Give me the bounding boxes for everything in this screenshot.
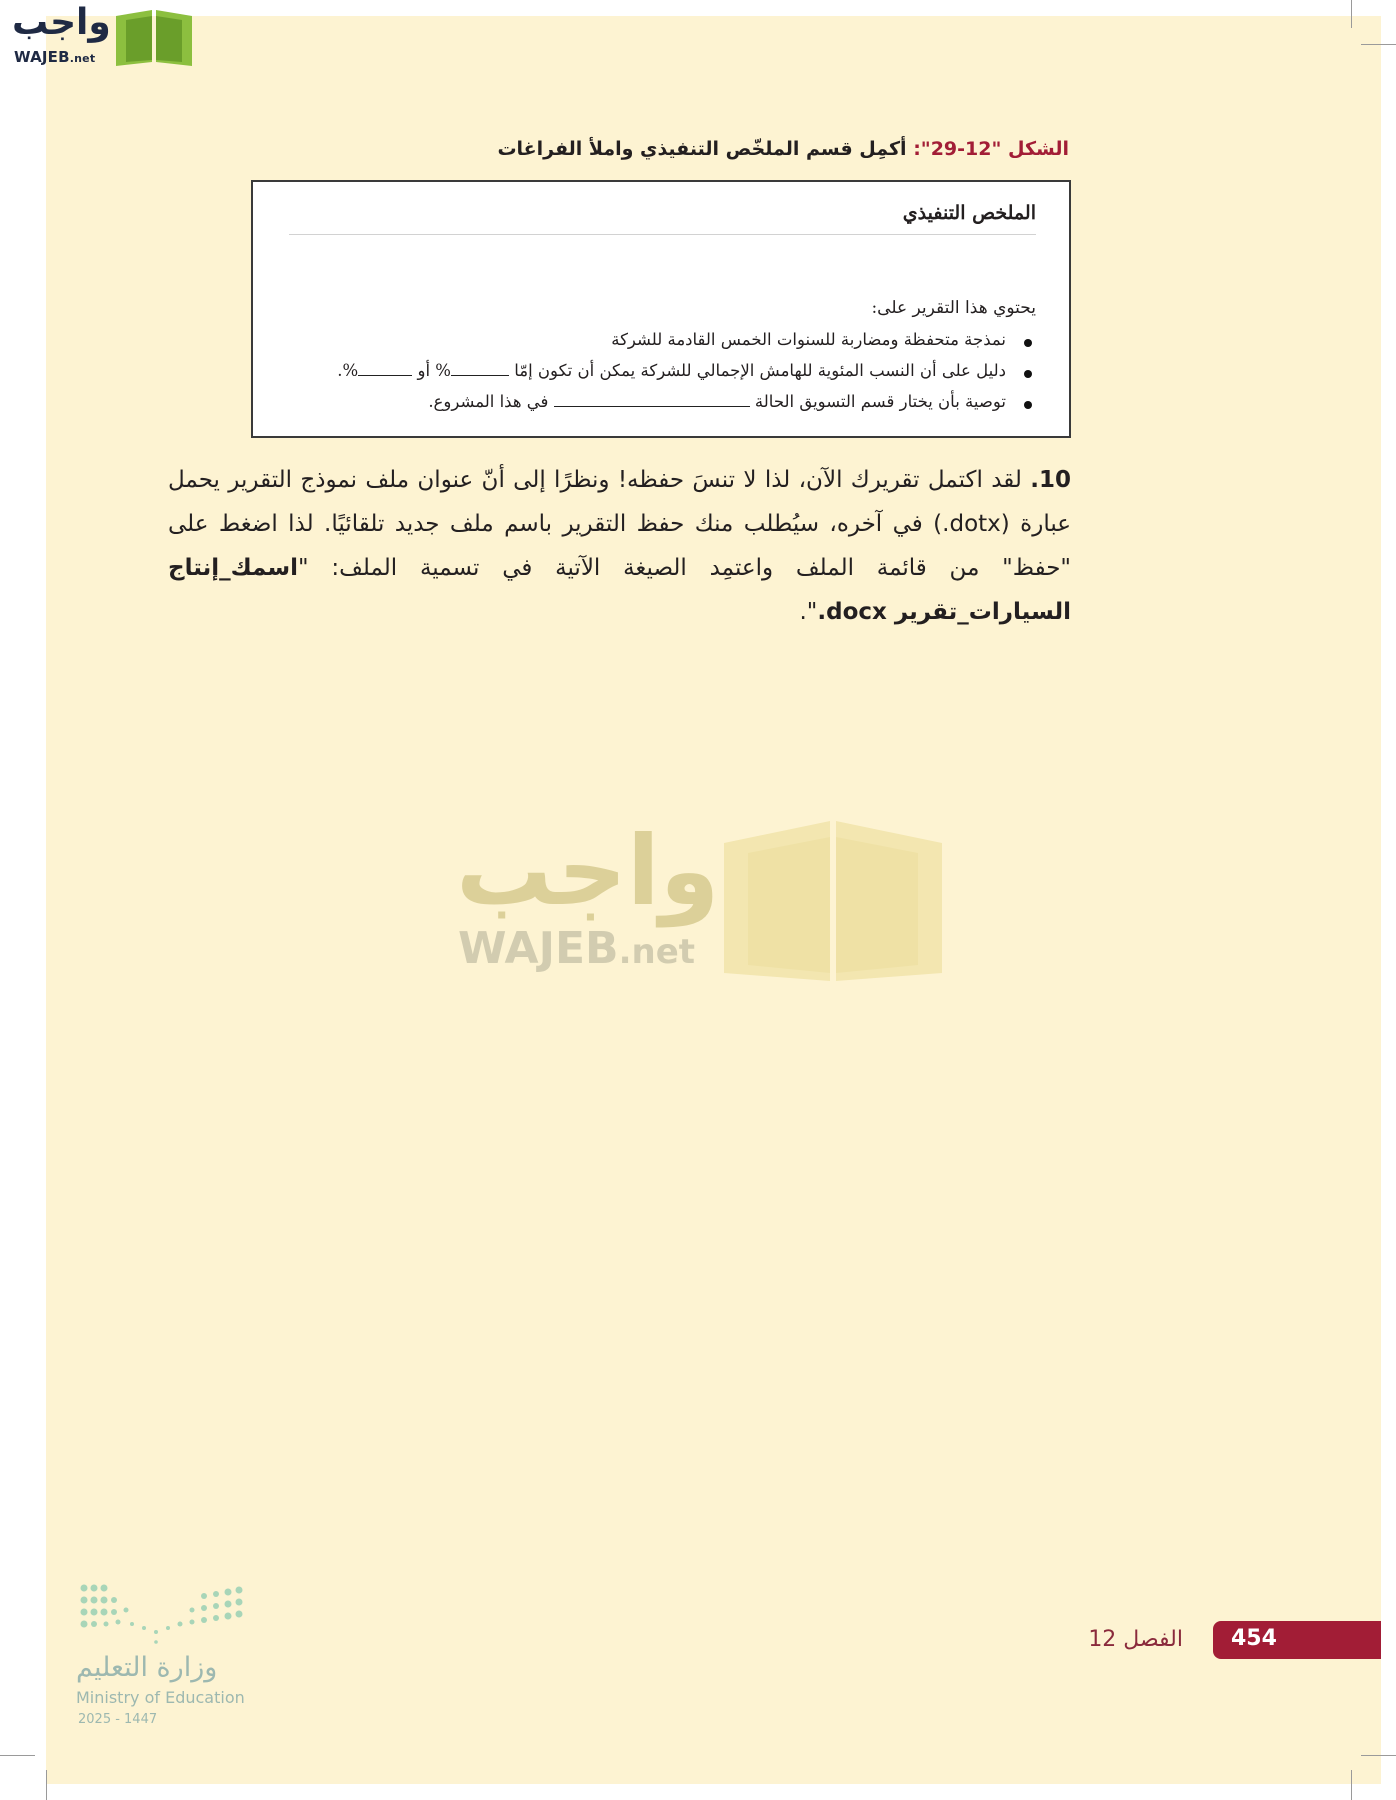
watermark-en-main: WAJEB (458, 923, 619, 974)
ministry-arabic: وزارة التعليم (76, 1652, 218, 1683)
bullet-icon (1024, 401, 1032, 409)
logo-en-suffix: .net (69, 52, 96, 65)
page-number: 454 (1231, 1626, 1277, 1651)
bullet-text: دليل على أن النسب المئوية للهامش الإجمالي للشركة يمكن أن تكون إمّا (514, 361, 1006, 380)
bullet-text: نمذجة متحفظة ومضاربة للسنوات الخمس القادمة للشركة (611, 330, 1006, 349)
blank-field[interactable] (358, 362, 412, 376)
ministry-english: Ministry of Education (76, 1688, 245, 1707)
logo-en-main: WAJEB (14, 48, 70, 66)
crop-mark (46, 1770, 47, 1800)
figure-caption: أكمِل قسم الملخّص التنفيذي واملأ الفراغات (497, 138, 907, 160)
logo-english-text (14, 48, 95, 66)
box-heading: الملخص التنفيذي (902, 202, 1036, 224)
crop-mark (1351, 0, 1352, 28)
heading-divider (289, 234, 1036, 235)
watermark-arabic: واجب (456, 815, 720, 927)
list-item (276, 392, 1036, 423)
page-number-badge (1213, 1621, 1381, 1659)
blank-field[interactable] (451, 362, 509, 376)
bullet-text-end: في هذا المشروع. (428, 392, 549, 411)
dots-pattern-icon (76, 1580, 246, 1644)
blank-field[interactable] (554, 393, 750, 407)
executive-summary-box (251, 180, 1071, 438)
figure-title (497, 138, 1069, 160)
step-number: 10. (1030, 467, 1071, 493)
step-text-end: ". (799, 599, 818, 625)
ministry-logo (76, 1580, 266, 1730)
crop-mark (1351, 1770, 1352, 1800)
wajeb-logo[interactable] (8, 2, 188, 66)
or-word: أو (417, 361, 431, 380)
crop-mark (0, 1755, 35, 1756)
bullet-icon (1024, 339, 1032, 347)
step-text: لقد اكتمل تقريرك الآن، لذا لا تنسَ حفظه! ونظرًا إلى أنّ عنوان ملف نموذج التقرير يحمل عبارة (dotx.) في آخره، سيُطلب منك حفظ التقرير باسم ملف جديد تلقائيًا. لذا اضغط على "حفظ" من قائمة الملف واعتمِد الصيغة الآتية في تسمية الملف: " (168, 467, 1071, 581)
bullet-list (276, 330, 1036, 423)
percent-sign: %. (337, 361, 359, 380)
bullet-text: توصية بأن يختار قسم التسويق الحالة (754, 392, 1006, 411)
list-item (276, 330, 1036, 361)
figure-label: الشكل "12-29": (913, 138, 1069, 160)
file-name-format: اسمك_إنتاج السيارات_تقرير docx. (168, 555, 1071, 625)
crop-mark (1361, 1755, 1396, 1756)
crop-mark (1361, 44, 1396, 45)
chapter-label: الفصل 12 (1088, 1627, 1183, 1652)
percent-sign: % (435, 361, 451, 380)
watermark-en-suffix: .net (618, 932, 696, 972)
book-icon (718, 813, 948, 983)
logo-arabic-text: واجب (12, 2, 111, 43)
step-paragraph (168, 458, 1071, 634)
bullet-icon (1024, 370, 1032, 378)
box-intro: يحتوي هذا التقرير على: (871, 298, 1036, 318)
watermark-english (458, 923, 695, 974)
watermark (456, 815, 956, 995)
list-item (276, 361, 1036, 392)
book-icon (112, 6, 196, 66)
ministry-year: 2025 - 1447 (78, 1712, 158, 1727)
